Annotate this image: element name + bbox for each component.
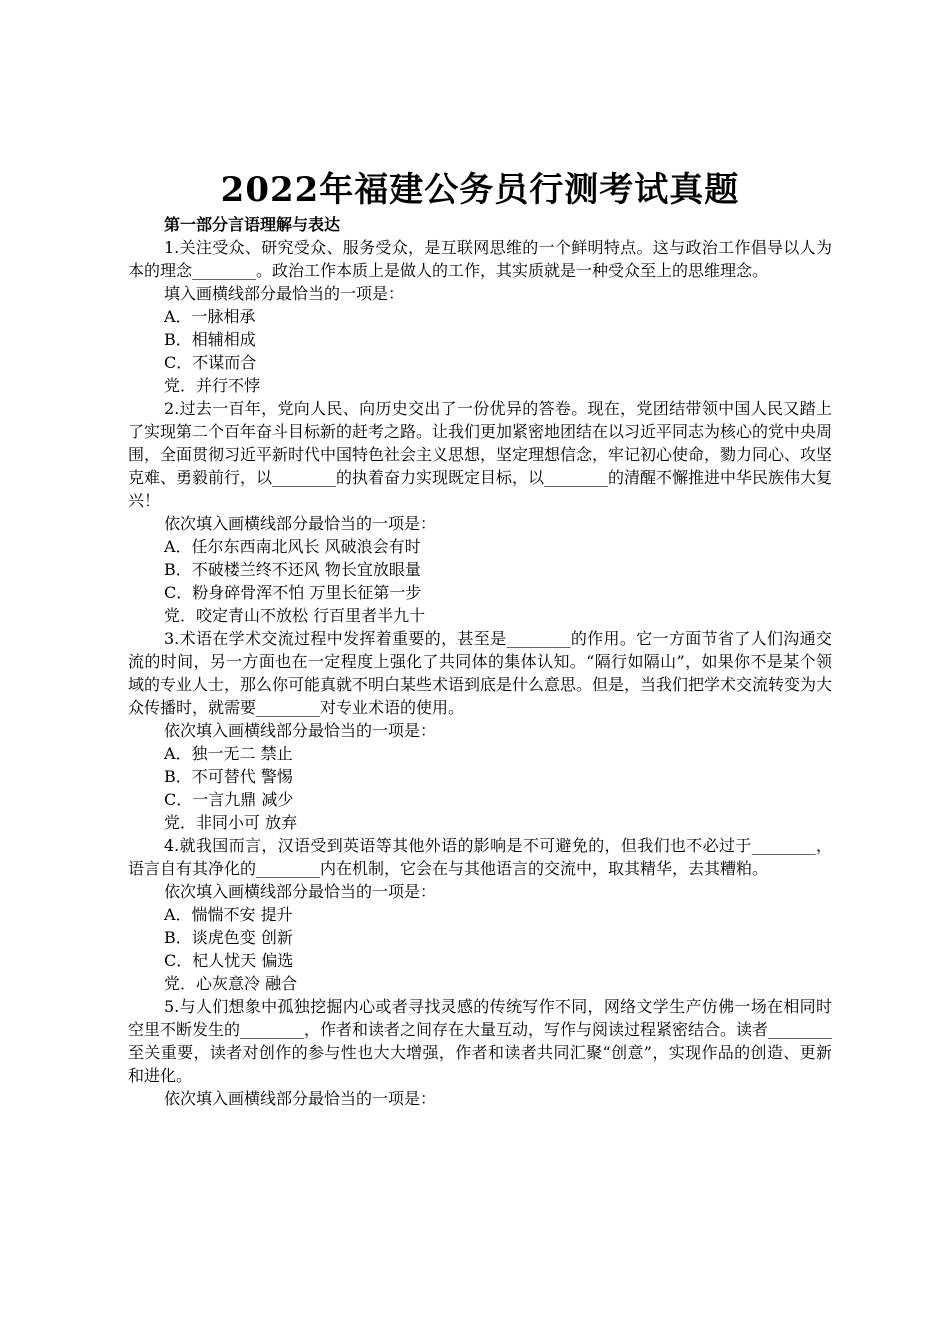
answer-option: B．相辅相成 xyxy=(164,330,256,349)
answer-option: C．杞人忧天 偏选 xyxy=(164,951,294,970)
question-item xyxy=(128,995,832,1110)
answer-option: C．一言九鼎 减少 xyxy=(164,790,294,809)
question-prompt: 填入画横线部分最恰当的一项是： xyxy=(164,284,405,303)
question-stem: 2.过去一百年，党向人民、向历史交出了一份优异的答卷。现在，党团结带领中国人民又踏上了实现第二个百年奋斗目标新的赶考之路。让我们更加紧密地团结在以习近平同志为核心的党中央周围，全面贯彻习近平新时代中国特色社会主义思想，坚定理想信念，牢记初心使命，勠力同心、攻坚克难、勇毅前行，以________的执着奋力实现既定目标，以________的清醒不懈推进中华民族伟大复兴！ xyxy=(128,399,833,510)
answer-option: A．任尔东西南北风长 风破浪会有时 xyxy=(164,537,421,556)
answer-option: 党．咬定青山不放松 行百里者半九十 xyxy=(164,606,426,625)
question-list xyxy=(128,236,832,1110)
answer-option: A．一脉相承 xyxy=(164,307,256,326)
question-stem: 4.就我国而言，汉语受到英语等其他外语的影响是不可避免的，但我们也不必过于________，语言自有其净化的________内在机制，它会在与其他语言的交流中，取其精华，去其糟粕。 xyxy=(128,836,832,878)
question-item xyxy=(128,834,832,995)
answer-option: B．不破楼兰终不还风 物长宜放眼量 xyxy=(164,560,421,579)
question-stem: 5.与人们想象中孤独挖掘内心或者寻找灵感的传统写作不同，网络文学生产仿佛一场在相同时空里不断发生的________，作者和读者之间存在大量互动，写作与阅读过程紧密结合。读者________至关重要，读者对创作的参与性也大大增强，作者和读者共同汇聚“创意”，实现作品的创造、更新和进化。 xyxy=(128,997,833,1085)
answer-option: B．谈虎色变 创新 xyxy=(164,928,293,947)
answer-option: C．粉身碎骨浑不怕 万里长征第一步 xyxy=(164,583,422,602)
answer-option: 党．并行不悖 xyxy=(164,376,261,395)
document-title: 2022年福建公务员行测考试真题 xyxy=(220,170,740,210)
answer-option: A．独一无二 禁止 xyxy=(164,744,293,763)
answer-option: B．不可替代 警惕 xyxy=(164,767,293,786)
question-prompt: 依次填入画横线部分最恰当的一项是： xyxy=(164,882,437,901)
question-item xyxy=(128,236,832,397)
question-item xyxy=(128,627,832,834)
question-stem: 1.关注受众、研究受众、服务受众，是互联网思维的一个鲜明特点。这与政治工作倡导以人为本的理念________。政治工作本质上是做人的工作，其实质就是一种受众至上的思维理念。 xyxy=(128,238,832,280)
answer-option: 党．非同小可 放弃 xyxy=(164,813,298,832)
question-item xyxy=(128,397,832,627)
question-prompt: 依次填入画横线部分最恰当的一项是： xyxy=(164,1089,437,1108)
question-stem: 3.术语在学术交流过程中发挥着重要的，甚至是________的作用。它一方面节省了人们沟通交流的时间，另一方面也在一定程度上强化了共同体的集体认知。“隔行如隔山”，如果你不是某个领域的专业人士，那么你可能真就不明白某些术语到底是什么意思。但是，当我们把学术交流转变为大众传播时，就需要________对专业术语的使用。 xyxy=(128,629,833,717)
question-prompt: 依次填入画横线部分最恰当的一项是： xyxy=(164,514,437,533)
section-heading: 第一部分言语理解与表达 xyxy=(164,215,341,234)
answer-option: A．惴惴不安 提升 xyxy=(164,905,293,924)
question-prompt: 依次填入画横线部分最恰当的一项是： xyxy=(164,721,437,740)
document-page xyxy=(128,168,832,1110)
answer-option: C．不谋而合 xyxy=(164,353,257,372)
answer-option: 党．心灰意冷 融合 xyxy=(164,974,298,993)
